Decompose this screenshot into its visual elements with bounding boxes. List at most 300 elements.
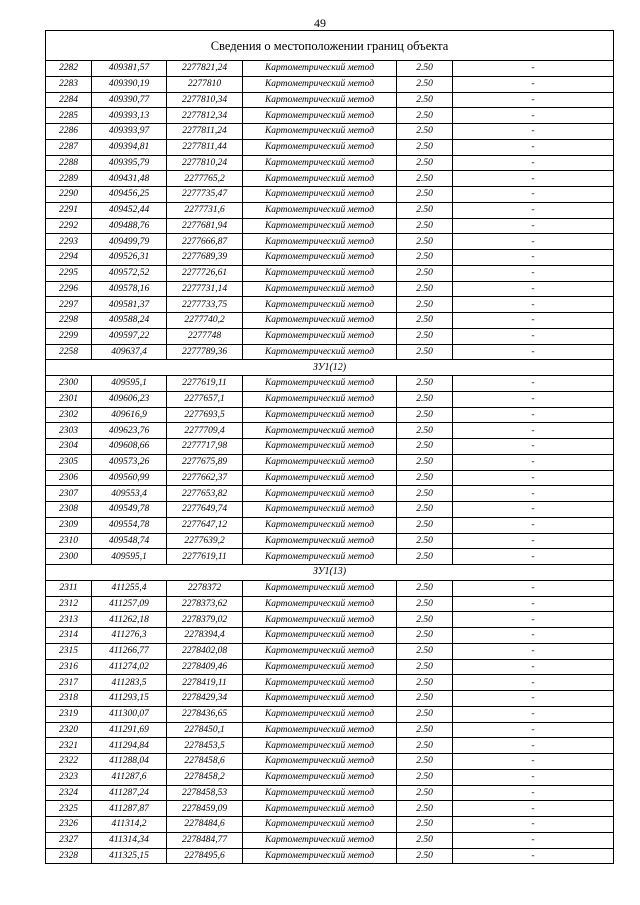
point-number-cell: 2311: [46, 580, 92, 596]
method-cell: Картометрический метод: [243, 281, 397, 297]
x-coordinate-cell: 411294,84: [92, 738, 167, 754]
x-coordinate-cell: 411266,77: [92, 643, 167, 659]
x-coordinate-cell: 409606,23: [92, 391, 167, 407]
method-cell: Картометрический метод: [243, 218, 397, 234]
y-coordinate-cell: 2277675,89: [167, 454, 243, 470]
x-coordinate-cell: 409572,52: [92, 265, 167, 281]
table-title-row: [46, 31, 614, 61]
table-row: [46, 502, 614, 518]
description-cell: -: [453, 454, 614, 470]
method-cell: Картометрический метод: [243, 376, 397, 392]
accuracy-cell: 2.50: [397, 502, 453, 518]
description-cell: -: [453, 265, 614, 281]
method-cell: Картометрический метод: [243, 722, 397, 738]
table-row: [46, 281, 614, 297]
point-number-cell: 2317: [46, 675, 92, 691]
y-coordinate-cell: 2277693,5: [167, 407, 243, 423]
accuracy-cell: 2.50: [397, 155, 453, 171]
y-coordinate-cell: 2278495,6: [167, 848, 243, 864]
table-row: [46, 801, 614, 817]
x-coordinate-cell: 409393,97: [92, 124, 167, 140]
accuracy-cell: 2.50: [397, 580, 453, 596]
description-cell: -: [453, 706, 614, 722]
point-number-cell: 2296: [46, 281, 92, 297]
description-cell: -: [453, 155, 614, 171]
table-row: [46, 533, 614, 549]
accuracy-cell: 2.50: [397, 832, 453, 848]
accuracy-cell: 2.50: [397, 628, 453, 644]
x-coordinate-cell: 411283,5: [92, 675, 167, 691]
x-coordinate-cell: 409560,99: [92, 470, 167, 486]
section-label: ЗУ1(13): [46, 565, 614, 581]
description-cell: -: [453, 832, 614, 848]
point-number-cell: 2303: [46, 423, 92, 439]
table-row: [46, 328, 614, 344]
boundary-coordinates-table: [45, 30, 614, 864]
method-cell: Картометрический метод: [243, 313, 397, 329]
table-row: [46, 454, 614, 470]
description-cell: -: [453, 517, 614, 533]
point-number-cell: 2300: [46, 376, 92, 392]
point-number-cell: 2325: [46, 801, 92, 817]
table-row: [46, 439, 614, 455]
x-coordinate-cell: 409452,44: [92, 202, 167, 218]
y-coordinate-cell: 2277717,98: [167, 439, 243, 455]
method-cell: Картометрический метод: [243, 801, 397, 817]
point-number-cell: 2326: [46, 817, 92, 833]
table-row: [46, 376, 614, 392]
accuracy-cell: 2.50: [397, 423, 453, 439]
point-number-cell: 2313: [46, 612, 92, 628]
description-cell: -: [453, 281, 614, 297]
accuracy-cell: 2.50: [397, 124, 453, 140]
description-cell: -: [453, 580, 614, 596]
accuracy-cell: 2.50: [397, 250, 453, 266]
accuracy-cell: 2.50: [397, 454, 453, 470]
x-coordinate-cell: 411255,4: [92, 580, 167, 596]
method-cell: Картометрический метод: [243, 202, 397, 218]
point-number-cell: 2285: [46, 108, 92, 124]
method-cell: Картометрический метод: [243, 785, 397, 801]
description-cell: -: [453, 486, 614, 502]
description-cell: -: [453, 187, 614, 203]
y-coordinate-cell: 2277666,87: [167, 234, 243, 250]
x-coordinate-cell: 411276,3: [92, 628, 167, 644]
description-cell: -: [453, 328, 614, 344]
accuracy-cell: 2.50: [397, 281, 453, 297]
method-cell: Картометрический метод: [243, 754, 397, 770]
method-cell: Картометрический метод: [243, 549, 397, 565]
method-cell: Картометрический метод: [243, 675, 397, 691]
x-coordinate-cell: 411314,2: [92, 817, 167, 833]
method-cell: Картометрический метод: [243, 596, 397, 612]
y-coordinate-cell: 2278379,02: [167, 612, 243, 628]
y-coordinate-cell: 2278419,11: [167, 675, 243, 691]
table-row: [46, 470, 614, 486]
method-cell: Картометрический метод: [243, 234, 397, 250]
x-coordinate-cell: 409526,31: [92, 250, 167, 266]
y-coordinate-cell: 2277812,34: [167, 108, 243, 124]
description-cell: -: [453, 61, 614, 77]
y-coordinate-cell: 2277619,11: [167, 549, 243, 565]
method-cell: Картометрический метод: [243, 265, 397, 281]
section-row: [46, 360, 614, 376]
accuracy-cell: 2.50: [397, 675, 453, 691]
description-cell: -: [453, 533, 614, 549]
accuracy-cell: 2.50: [397, 769, 453, 785]
method-cell: Картометрический метод: [243, 628, 397, 644]
point-number-cell: 2305: [46, 454, 92, 470]
table-row: [46, 250, 614, 266]
accuracy-cell: 2.50: [397, 202, 453, 218]
description-cell: -: [453, 313, 614, 329]
point-number-cell: 2294: [46, 250, 92, 266]
x-coordinate-cell: 409549,78: [92, 502, 167, 518]
table-row: [46, 202, 614, 218]
x-coordinate-cell: 409637,4: [92, 344, 167, 360]
point-number-cell: 2327: [46, 832, 92, 848]
description-cell: -: [453, 659, 614, 675]
point-number-cell: 2318: [46, 691, 92, 707]
description-cell: -: [453, 738, 614, 754]
accuracy-cell: 2.50: [397, 139, 453, 155]
x-coordinate-cell: 409431,48: [92, 171, 167, 187]
table-row: [46, 754, 614, 770]
y-coordinate-cell: 2277810,34: [167, 92, 243, 108]
y-coordinate-cell: 2278458,6: [167, 754, 243, 770]
method-cell: Картометрический метод: [243, 423, 397, 439]
description-cell: -: [453, 549, 614, 565]
accuracy-cell: 2.50: [397, 596, 453, 612]
x-coordinate-cell: 409390,19: [92, 76, 167, 92]
table-title: Сведения о местоположении границ объекта: [46, 31, 614, 61]
method-cell: Картометрический метод: [243, 817, 397, 833]
method-cell: Картометрический метод: [243, 297, 397, 313]
method-cell: Картометрический метод: [243, 108, 397, 124]
table-row: [46, 76, 614, 92]
point-number-cell: 2310: [46, 533, 92, 549]
method-cell: Картометрический метод: [243, 187, 397, 203]
method-cell: Картометрический метод: [243, 848, 397, 864]
y-coordinate-cell: 2277811,24: [167, 124, 243, 140]
method-cell: Картометрический метод: [243, 691, 397, 707]
accuracy-cell: 2.50: [397, 218, 453, 234]
y-coordinate-cell: 2278409,46: [167, 659, 243, 675]
y-coordinate-cell: 2278458,53: [167, 785, 243, 801]
accuracy-cell: 2.50: [397, 92, 453, 108]
point-number-cell: 2301: [46, 391, 92, 407]
accuracy-cell: 2.50: [397, 76, 453, 92]
accuracy-cell: 2.50: [397, 549, 453, 565]
description-cell: -: [453, 643, 614, 659]
method-cell: Картометрический метод: [243, 61, 397, 77]
point-number-cell: 2302: [46, 407, 92, 423]
x-coordinate-cell: 411291,69: [92, 722, 167, 738]
accuracy-cell: 2.50: [397, 817, 453, 833]
description-cell: -: [453, 376, 614, 392]
table-row: [46, 234, 614, 250]
point-number-cell: 2309: [46, 517, 92, 533]
y-coordinate-cell: 2277733,75: [167, 297, 243, 313]
x-coordinate-cell: 409395,79: [92, 155, 167, 171]
table-row: [46, 423, 614, 439]
x-coordinate-cell: 411274,02: [92, 659, 167, 675]
description-cell: -: [453, 801, 614, 817]
description-cell: -: [453, 250, 614, 266]
table-row: [46, 659, 614, 675]
accuracy-cell: 2.50: [397, 612, 453, 628]
section-row: [46, 565, 614, 581]
table-row: [46, 848, 614, 864]
method-cell: Картометрический метод: [243, 659, 397, 675]
x-coordinate-cell: 411257,09: [92, 596, 167, 612]
x-coordinate-cell: 409554,78: [92, 517, 167, 533]
description-cell: -: [453, 297, 614, 313]
boundary-table-sheet: [45, 30, 613, 864]
x-coordinate-cell: 409456,25: [92, 187, 167, 203]
point-number-cell: 2315: [46, 643, 92, 659]
table-row: [46, 187, 614, 203]
x-coordinate-cell: 409616,9: [92, 407, 167, 423]
method-cell: Картометрический метод: [243, 171, 397, 187]
table-row: [46, 218, 614, 234]
method-cell: Картометрический метод: [243, 533, 397, 549]
table-row: [46, 722, 614, 738]
description-cell: -: [453, 218, 614, 234]
x-coordinate-cell: 411287,24: [92, 785, 167, 801]
y-coordinate-cell: 2277647,12: [167, 517, 243, 533]
point-number-cell: 2320: [46, 722, 92, 738]
description-cell: -: [453, 439, 614, 455]
method-cell: Картометрический метод: [243, 454, 397, 470]
point-number-cell: 2300: [46, 549, 92, 565]
point-number-cell: 2314: [46, 628, 92, 644]
x-coordinate-cell: 409488,76: [92, 218, 167, 234]
point-number-cell: 2316: [46, 659, 92, 675]
table-row: [46, 313, 614, 329]
point-number-cell: 2297: [46, 297, 92, 313]
x-coordinate-cell: 409553,4: [92, 486, 167, 502]
x-coordinate-cell: 409595,1: [92, 549, 167, 565]
point-number-cell: 2328: [46, 848, 92, 864]
y-coordinate-cell: 2277653,82: [167, 486, 243, 502]
y-coordinate-cell: 2277810,24: [167, 155, 243, 171]
page-number: 49: [314, 16, 326, 30]
table-row: [46, 139, 614, 155]
description-cell: -: [453, 391, 614, 407]
accuracy-cell: 2.50: [397, 439, 453, 455]
method-cell: Картометрический метод: [243, 832, 397, 848]
x-coordinate-cell: 409623,76: [92, 423, 167, 439]
point-number-cell: 2306: [46, 470, 92, 486]
point-number-cell: 2319: [46, 706, 92, 722]
table-row: [46, 108, 614, 124]
table-row: [46, 265, 614, 281]
table-row: [46, 817, 614, 833]
method-cell: Картометрический метод: [243, 250, 397, 266]
y-coordinate-cell: 2277689,39: [167, 250, 243, 266]
description-cell: -: [453, 171, 614, 187]
description-cell: -: [453, 848, 614, 864]
y-coordinate-cell: 2277810: [167, 76, 243, 92]
table-row: [46, 407, 614, 423]
x-coordinate-cell: 409573,26: [92, 454, 167, 470]
x-coordinate-cell: 409548,74: [92, 533, 167, 549]
y-coordinate-cell: 2278484,6: [167, 817, 243, 833]
method-cell: Картометрический метод: [243, 344, 397, 360]
table-body: [46, 31, 614, 864]
description-cell: -: [453, 407, 614, 423]
y-coordinate-cell: 2277681,94: [167, 218, 243, 234]
point-number-cell: 2291: [46, 202, 92, 218]
table-row: [46, 486, 614, 502]
point-number-cell: 2324: [46, 785, 92, 801]
x-coordinate-cell: 409595,1: [92, 376, 167, 392]
x-coordinate-cell: 411314,34: [92, 832, 167, 848]
table-row: [46, 785, 614, 801]
accuracy-cell: 2.50: [397, 407, 453, 423]
point-number-cell: 2286: [46, 124, 92, 140]
y-coordinate-cell: 2277731,14: [167, 281, 243, 297]
description-cell: -: [453, 108, 614, 124]
y-coordinate-cell: 2278373,62: [167, 596, 243, 612]
y-coordinate-cell: 2277709,4: [167, 423, 243, 439]
accuracy-cell: 2.50: [397, 659, 453, 675]
accuracy-cell: 2.50: [397, 738, 453, 754]
accuracy-cell: 2.50: [397, 691, 453, 707]
accuracy-cell: 2.50: [397, 187, 453, 203]
x-coordinate-cell: 409499,79: [92, 234, 167, 250]
x-coordinate-cell: 411300,07: [92, 706, 167, 722]
table-row: [46, 769, 614, 785]
accuracy-cell: 2.50: [397, 328, 453, 344]
y-coordinate-cell: 2277748: [167, 328, 243, 344]
method-cell: Картометрический метод: [243, 738, 397, 754]
accuracy-cell: 2.50: [397, 722, 453, 738]
point-number-cell: 2284: [46, 92, 92, 108]
description-cell: -: [453, 76, 614, 92]
description-cell: -: [453, 754, 614, 770]
point-number-cell: 2287: [46, 139, 92, 155]
accuracy-cell: 2.50: [397, 533, 453, 549]
table-row: [46, 643, 614, 659]
table-row: [46, 675, 614, 691]
method-cell: Картометрический метод: [243, 580, 397, 596]
y-coordinate-cell: 2277726,61: [167, 265, 243, 281]
point-number-cell: 2292: [46, 218, 92, 234]
x-coordinate-cell: 409381,57: [92, 61, 167, 77]
point-number-cell: 2312: [46, 596, 92, 612]
y-coordinate-cell: 2277740,2: [167, 313, 243, 329]
accuracy-cell: 2.50: [397, 313, 453, 329]
accuracy-cell: 2.50: [397, 706, 453, 722]
section-label: ЗУ1(12): [46, 360, 614, 376]
x-coordinate-cell: 411287,87: [92, 801, 167, 817]
description-cell: -: [453, 139, 614, 155]
description-cell: -: [453, 423, 614, 439]
description-cell: -: [453, 612, 614, 628]
method-cell: Картометрический метод: [243, 643, 397, 659]
description-cell: -: [453, 92, 614, 108]
description-cell: -: [453, 722, 614, 738]
method-cell: Картометрический метод: [243, 391, 397, 407]
x-coordinate-cell: 409394,81: [92, 139, 167, 155]
method-cell: Картометрический метод: [243, 139, 397, 155]
table-row: [46, 691, 614, 707]
y-coordinate-cell: 2277649,74: [167, 502, 243, 518]
table-row: [46, 92, 614, 108]
point-number-cell: 2323: [46, 769, 92, 785]
y-coordinate-cell: 2277735,47: [167, 187, 243, 203]
point-number-cell: 2288: [46, 155, 92, 171]
method-cell: Картометрический метод: [243, 439, 397, 455]
description-cell: -: [453, 675, 614, 691]
table-row: [46, 580, 614, 596]
y-coordinate-cell: 2278453,5: [167, 738, 243, 754]
description-cell: -: [453, 502, 614, 518]
x-coordinate-cell: 409578,16: [92, 281, 167, 297]
table-row: [46, 297, 614, 313]
method-cell: Картометрический метод: [243, 76, 397, 92]
accuracy-cell: 2.50: [397, 61, 453, 77]
x-coordinate-cell: 411293,15: [92, 691, 167, 707]
table-row: [46, 706, 614, 722]
x-coordinate-cell: 409608,66: [92, 439, 167, 455]
accuracy-cell: 2.50: [397, 108, 453, 124]
accuracy-cell: 2.50: [397, 643, 453, 659]
accuracy-cell: 2.50: [397, 801, 453, 817]
accuracy-cell: 2.50: [397, 344, 453, 360]
accuracy-cell: 2.50: [397, 517, 453, 533]
table-row: [46, 517, 614, 533]
table-row: [46, 738, 614, 754]
x-coordinate-cell: 409588,24: [92, 313, 167, 329]
table-row: [46, 596, 614, 612]
accuracy-cell: 2.50: [397, 470, 453, 486]
point-number-cell: 2283: [46, 76, 92, 92]
point-number-cell: 2295: [46, 265, 92, 281]
method-cell: Картометрический метод: [243, 92, 397, 108]
point-number-cell: 2289: [46, 171, 92, 187]
table-row: [46, 61, 614, 77]
method-cell: Картометрический метод: [243, 328, 397, 344]
y-coordinate-cell: 2277789,36: [167, 344, 243, 360]
accuracy-cell: 2.50: [397, 848, 453, 864]
description-cell: -: [453, 470, 614, 486]
method-cell: Картометрический метод: [243, 706, 397, 722]
y-coordinate-cell: 2277821,24: [167, 61, 243, 77]
x-coordinate-cell: 409597,22: [92, 328, 167, 344]
y-coordinate-cell: 2277662,37: [167, 470, 243, 486]
y-coordinate-cell: 2278436,65: [167, 706, 243, 722]
description-cell: -: [453, 785, 614, 801]
y-coordinate-cell: 2278458,2: [167, 769, 243, 785]
accuracy-cell: 2.50: [397, 391, 453, 407]
method-cell: Картометрический метод: [243, 502, 397, 518]
point-number-cell: 2299: [46, 328, 92, 344]
table-row: [46, 155, 614, 171]
description-cell: -: [453, 691, 614, 707]
method-cell: Картометрический метод: [243, 769, 397, 785]
point-number-cell: 2308: [46, 502, 92, 518]
y-coordinate-cell: 2278450,1: [167, 722, 243, 738]
accuracy-cell: 2.50: [397, 297, 453, 313]
x-coordinate-cell: 411288,04: [92, 754, 167, 770]
accuracy-cell: 2.50: [397, 785, 453, 801]
method-cell: Картометрический метод: [243, 470, 397, 486]
description-cell: -: [453, 344, 614, 360]
method-cell: Картометрический метод: [243, 486, 397, 502]
